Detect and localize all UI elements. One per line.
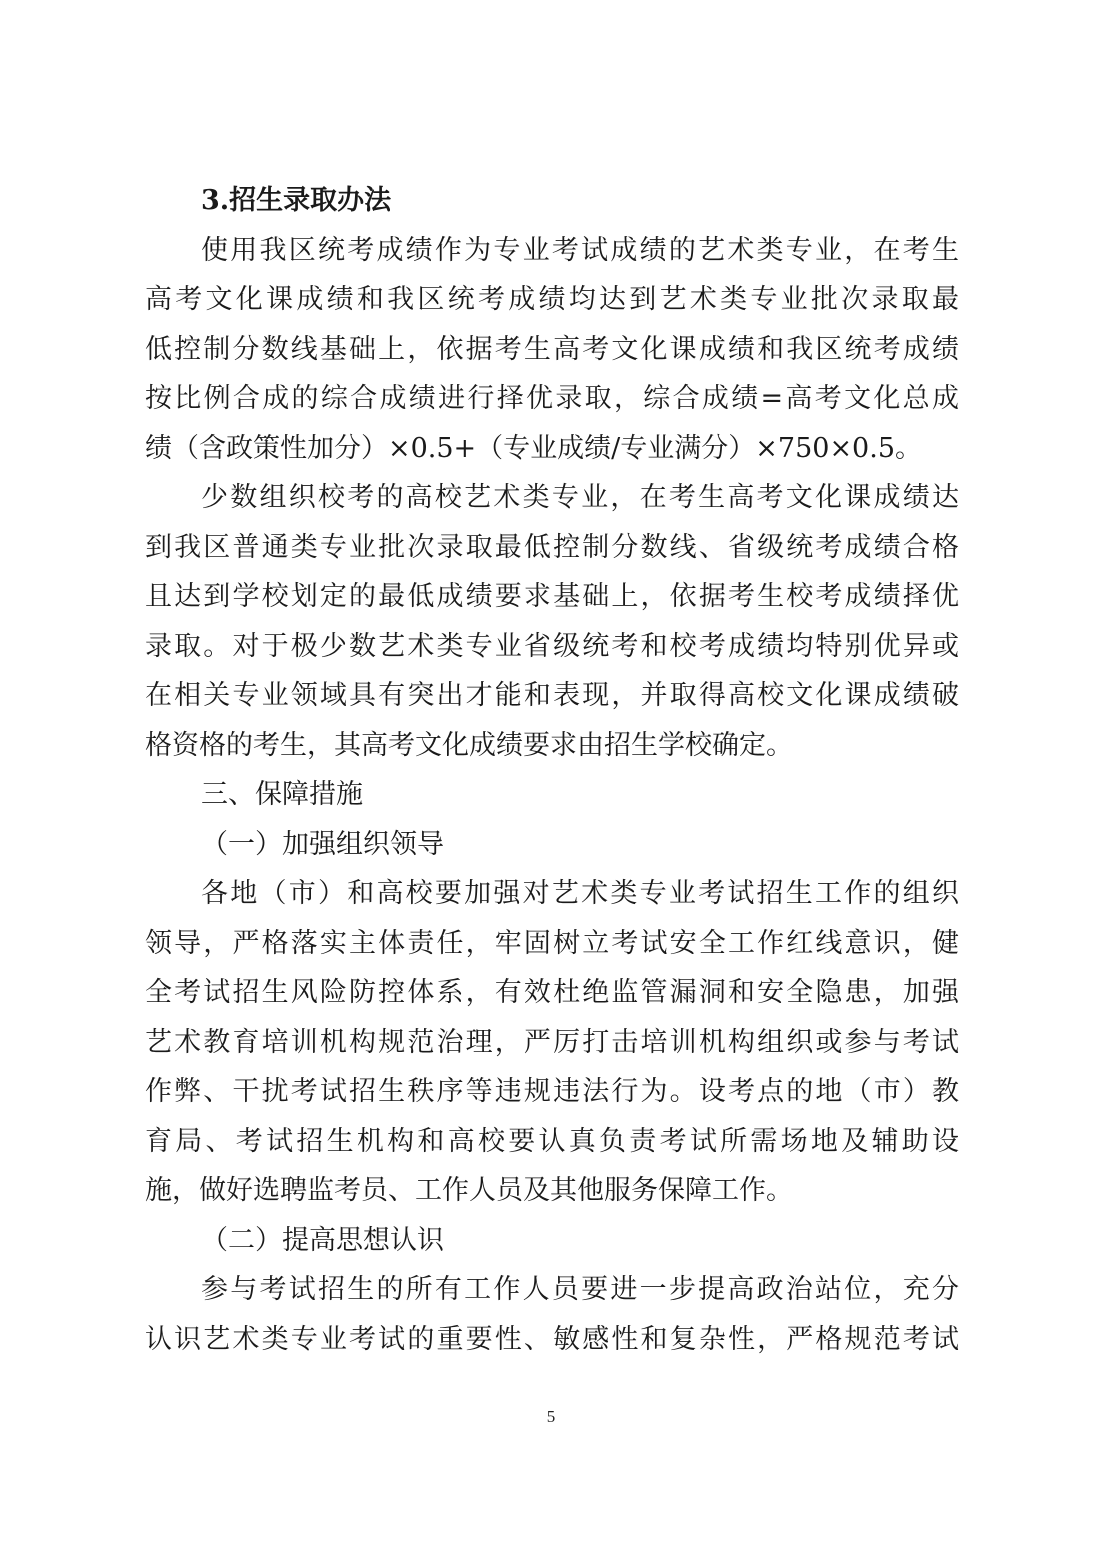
paragraph-line: 育局、考试招生机构和高校要认真负责考试所需场地及辅助设 bbox=[145, 1125, 959, 1157]
paragraph-line: 作弊、干扰考试招生秩序等违规违法行为。设考点的地（市）教 bbox=[145, 1076, 959, 1107]
paragraph-line: 施，做好选聘监考员、工作人员及其他服务保障工作。 bbox=[145, 1175, 793, 1206]
subsection-heading-organization: （一）加强组织领导 bbox=[201, 828, 444, 860]
paragraph-line: 格资格的考生，其高考文化成绩要求由招生学校确定。 bbox=[145, 729, 793, 761]
paragraph-line: 按比例合成的综合成绩进行择优录取，综合成绩=高考文化总成 bbox=[145, 383, 959, 414]
paragraph-line: 高考文化课成绩和我区统考成绩均达到艺术类专业批次录取最 bbox=[145, 284, 959, 315]
paragraph-line: 全考试招生风险防控体系，有效杜绝监管漏洞和安全隐患，加强 bbox=[145, 977, 959, 1008]
page-number: 5 bbox=[546, 1407, 556, 1426]
subsection-heading-awareness: （二）提高思想认识 bbox=[201, 1224, 444, 1256]
paragraph-line: 录取。对于极少数艺术类专业省级统考和校考成绩均特别优异或 bbox=[145, 630, 959, 662]
paragraph-line: 少数组织校考的高校艺术类专业，在考生高考文化课成绩达 bbox=[201, 482, 959, 513]
paragraph-line: 各地（市）和高校要加强对艺术类专业考试招生工作的组织 bbox=[201, 878, 959, 909]
paragraph-line: 绩（含政策性加分）×0.5+（专业成绩/专业满分）×750×0.5。 bbox=[145, 432, 923, 464]
paragraph-line: 领导，严格落实主体责任，牢固树立考试安全工作红线意识，健 bbox=[145, 927, 959, 959]
paragraph-line: 使用我区统考成绩作为专业考试成绩的艺术类专业，在考生 bbox=[201, 234, 959, 266]
paragraph-line: 在相关专业领域具有突出才能和表现，并取得高校文化课成绩破 bbox=[145, 680, 959, 711]
paragraph-line: 认识艺术类专业考试的重要性、敏感性和复杂性，严格规范考试 bbox=[145, 1323, 959, 1355]
paragraph-line: 参与考试招生的所有工作人员要进一步提高政治站位，充分 bbox=[201, 1274, 959, 1305]
paragraph-line: 艺术教育培训机构规范治理，严厉打击培训机构组织或参与考试 bbox=[145, 1026, 959, 1058]
section-heading-admission-method: 3.招生录取办法 bbox=[201, 185, 392, 216]
paragraph-line: 且达到学校划定的最低成绩要求基础上，依据考生校考成绩择优 bbox=[145, 581, 959, 612]
paragraph-line: 低控制分数线基础上，依据考生高考文化课成绩和我区统考成绩 bbox=[145, 333, 959, 365]
paragraph-line: 到我区普通类专业批次录取最低控制分数线、省级统考成绩合格 bbox=[145, 531, 959, 563]
section-heading-safeguards: 三、保障措施 bbox=[201, 779, 363, 810]
document-body bbox=[145, 176, 959, 1364]
